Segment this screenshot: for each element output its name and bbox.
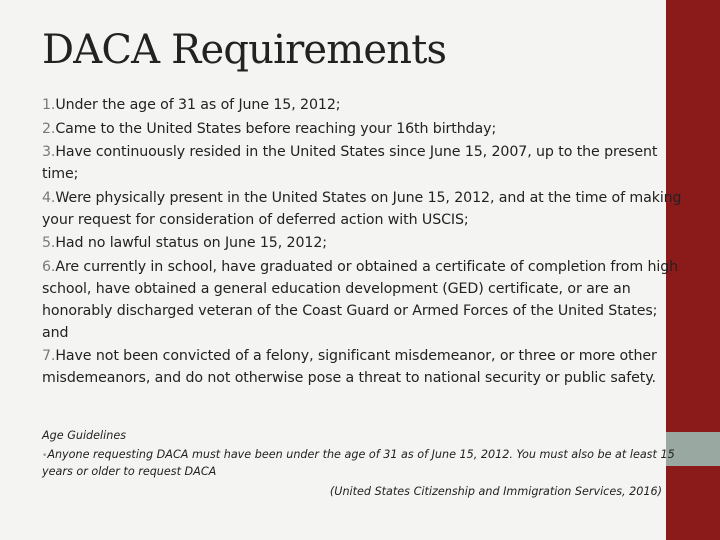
requirement-number: 3.: [42, 144, 56, 160]
requirement-number: 4.: [42, 189, 56, 206]
requirement-item: [42, 141, 682, 185]
citation: (United States Citizenship and Immigration Services, 2016): [329, 485, 662, 498]
requirement-item: [42, 232, 682, 254]
bullet-icon: •: [42, 451, 48, 461]
requirement-text: Under the age of 31 as of June 15, 2012;: [55, 97, 341, 113]
requirement-item: [42, 118, 682, 140]
requirement-item: [42, 187, 682, 231]
age-guidelines-text: Anyone requesting DACA must have been under the age of 31 as of June 15, 2012. You must also be at least 15 years or older to request DACA: [42, 448, 675, 478]
requirement-text: Came to the United States before reaching your 16th birthday;: [55, 120, 497, 137]
requirement-item: [42, 94, 682, 116]
requirement-number: 1.: [42, 97, 56, 113]
age-guidelines: [42, 428, 682, 480]
requirement-item: [42, 345, 682, 389]
requirement-number: 6.: [42, 258, 56, 275]
requirement-text: Are currently in school, have graduated or obtained a certificate of completion from high school, have obtained a general education development (GED) certificate, or are an honorably discharged veteran of the Coast Guard or Armed Forces of the United States; and: [42, 258, 678, 341]
slide-title: DACA Requirements: [42, 27, 447, 73]
requirement-number: 7.: [42, 348, 56, 364]
age-guidelines-heading: Age Guidelines: [42, 429, 127, 442]
requirements-list: [42, 94, 682, 391]
requirement-text: Have not been convicted of a felony, significant misdemeanor, or three or more other misdemeanors, and do not otherwise pose a threat to national security or public safety.: [42, 348, 657, 386]
requirement-text: Have continuously resided in the United States since June 15, 2007, up to the present time;: [42, 144, 658, 182]
requirement-number: 2.: [42, 120, 56, 137]
requirement-item: [42, 256, 682, 344]
requirement-text: Were physically present in the United States on June 15, 2012, and at the time of making your request for consideration of deferred action with USCIS;: [42, 189, 682, 228]
requirement-text: Had no lawful status on June 15, 2012;: [55, 235, 327, 251]
requirement-number: 5.: [42, 235, 56, 251]
age-guidelines-bullet: [42, 447, 682, 480]
